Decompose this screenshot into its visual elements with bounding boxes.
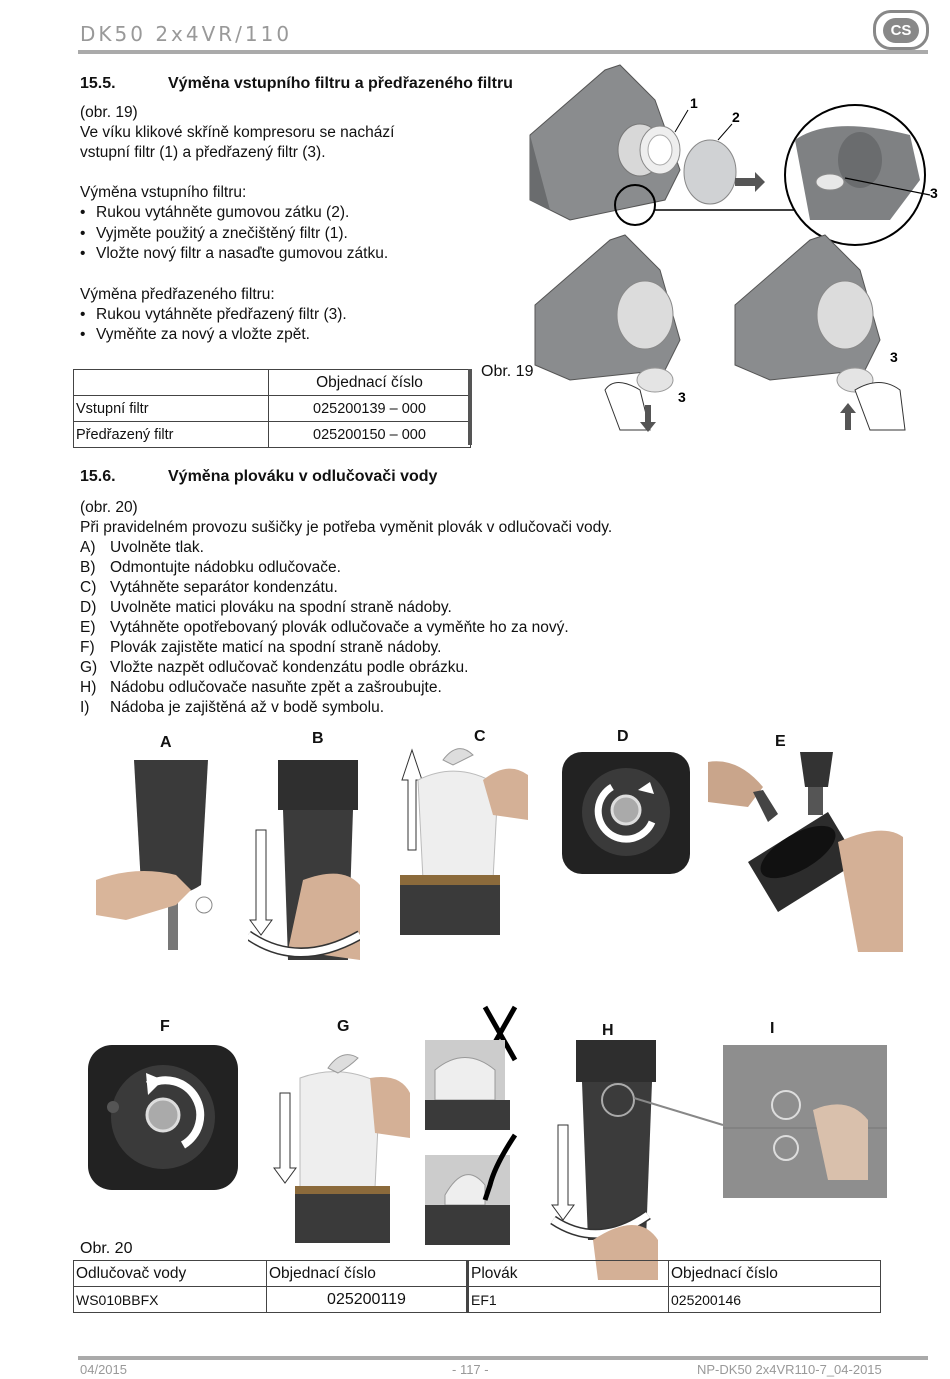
table-cell: 025200139 – 000: [269, 396, 471, 422]
step-key: F): [80, 639, 95, 656]
section-15-6-heading: [80, 468, 437, 486]
photo-label-g: G: [337, 1018, 350, 1035]
zoom-detail-illustration: [785, 105, 930, 245]
footer-document-id: NP-DK50 2x4VR110-7_04-2015: [697, 1362, 882, 1377]
float-parts-table: [73, 1260, 881, 1313]
step-key: I): [80, 699, 90, 716]
header-rule: [78, 50, 928, 54]
table-cell: [74, 370, 269, 396]
step-item: [80, 538, 880, 558]
photo-d-loosen-nut: [562, 752, 690, 874]
section-15-5-intro: [80, 103, 500, 346]
table-header-cell: Objednací číslo: [269, 370, 471, 396]
language-badge: [873, 10, 929, 50]
step-key: H): [80, 679, 97, 696]
compressor-cover-illustration: [735, 235, 905, 430]
section-number: 15.6.: [80, 468, 116, 485]
step-text: Nádobu odlučovače nasuňte zpět a zašroubujte.: [110, 679, 442, 696]
step-key: B): [80, 559, 96, 576]
figure-19-label: Obr. 19: [481, 363, 534, 380]
page-number: - 117 -: [452, 1362, 489, 1377]
step-key: D): [80, 599, 97, 616]
steps-list: [80, 538, 880, 718]
list-item: • Rukou vytáhněte předřazený filtr (3).: [80, 305, 500, 326]
table-header-row: [74, 370, 471, 396]
photo-a-release-pressure: [96, 755, 216, 955]
compressor-cover-illustration: [530, 65, 805, 225]
step-text: Uvolněte tlak.: [110, 539, 204, 556]
callout-1: 1: [690, 95, 698, 111]
photo-c-pull-separator: [398, 740, 528, 935]
photo-label-f: F: [160, 1018, 170, 1035]
table-cell: Předřazený filtr: [74, 422, 269, 448]
step-key: A): [80, 539, 96, 556]
figure-ref: (obr. 19): [80, 104, 138, 121]
step-text: Uvolněte matici plováku na spodní straně nádoby.: [110, 599, 452, 616]
step-item: [80, 678, 880, 698]
step-text: Nádoba je zajištěná až v bodě symbolu.: [110, 699, 384, 716]
step-item: [80, 638, 880, 658]
table-row: [74, 422, 471, 448]
filter-parts-table: [73, 369, 471, 448]
step-key: E): [80, 619, 96, 636]
photo-label-e: E: [775, 733, 786, 750]
photo-g-insert-separator: [270, 1048, 410, 1243]
callout-2: 2: [732, 109, 740, 125]
photo-b-remove-bowl: [248, 760, 360, 985]
table-header-cell: Plovák: [468, 1261, 669, 1287]
list-item: • Vložte nový filtr a nasaďte gumovou zátku.: [80, 244, 500, 265]
intro-line: vstupní filtr (1) a předřazený filtr (3).: [80, 144, 326, 161]
step-text: Vytáhněte opotřebovaný plovák odlučovače a vyměňte ho za nový.: [110, 619, 569, 636]
table-header-cell: Objednací číslo: [267, 1261, 468, 1287]
language-badge-label: CS: [883, 18, 920, 43]
table-cell: 025200119: [267, 1287, 468, 1313]
section-15-6-intro: [80, 498, 880, 538]
list-item: • Rukou vytáhněte gumovou zátku (2).: [80, 203, 500, 224]
table-shadow-edge: [468, 369, 472, 445]
photo-orientation-check: [420, 1005, 520, 1245]
photo-f-tighten-nut: [88, 1045, 238, 1190]
intro-line: Při pravidelném provozu sušičky je potřeba vyměnit plovák v odlučovači vody.: [80, 519, 613, 536]
footer-rule: [78, 1356, 928, 1360]
step-item: [80, 578, 880, 598]
list-item: • Vyjměte použitý a znečištěný filtr (1).: [80, 224, 500, 245]
photo-label-d: D: [617, 728, 629, 745]
table-header-cell: Odlučovač vody: [74, 1261, 267, 1287]
subsection-title: Výměna předřazeného filtru:: [80, 285, 275, 303]
step-text: Vložte nazpět odlučovač kondenzátu podle obrázku.: [110, 659, 469, 676]
photo-h-i-screw-bowl: [548, 1040, 888, 1280]
photo-label-c: C: [474, 728, 486, 745]
step-text: Plovák zajistěte maticí na spodní straně nádoby.: [110, 639, 442, 656]
section-15-5-heading: [80, 75, 513, 93]
table-cell: EF1: [468, 1287, 669, 1313]
photo-e-replace-float: [708, 752, 903, 952]
table-cell: 025200146: [669, 1287, 881, 1313]
table-row: [74, 396, 471, 422]
step-item: [80, 658, 880, 678]
step-text: Vytáhněte separátor kondenzátu.: [110, 579, 338, 596]
photo-label-b: B: [312, 730, 324, 747]
callout-3: 3: [930, 185, 938, 201]
figure-19-illustration: [510, 60, 940, 450]
table-header-row: [74, 1261, 881, 1287]
table-cell: Vstupní filtr: [74, 396, 269, 422]
bullet-list: [80, 203, 500, 265]
step-key: G): [80, 659, 98, 676]
figure-ref: (obr. 20): [80, 499, 138, 516]
step-key: C): [80, 579, 97, 596]
table-header-cell: Objednací číslo: [669, 1261, 881, 1287]
list-item: • Vyměňte za nový a vložte zpět.: [80, 325, 500, 346]
section-number: 15.5.: [80, 75, 116, 92]
compressor-cover-illustration: [535, 235, 680, 432]
figure-20-label: Obr. 20: [80, 1240, 133, 1257]
photo-label-h: H: [602, 1022, 614, 1039]
callout-3: 3: [890, 349, 898, 365]
step-item: [80, 598, 880, 618]
table-row: [74, 1287, 881, 1313]
table-cell: 025200150 – 000: [269, 422, 471, 448]
footer-date: 04/2015: [80, 1362, 127, 1377]
photo-label-i: I: [770, 1020, 775, 1037]
step-item: [80, 558, 880, 578]
subsection-title: Výměna vstupního filtru:: [80, 184, 247, 201]
section-title: Výměna plováku v odlučovači vody: [168, 468, 438, 485]
section-title: Výměna vstupního filtru a předřazeného filtru: [168, 75, 513, 92]
step-item: [80, 698, 880, 718]
intro-line: Ve víku klikové skříně kompresoru se nachází: [80, 124, 395, 141]
photo-label-a: A: [160, 734, 172, 751]
step-item: [80, 618, 880, 638]
table-cell: WS010BBFX: [74, 1287, 267, 1313]
step-text: Odmontujte nádobku odlučovače.: [110, 559, 341, 576]
callout-3: 3: [678, 389, 686, 405]
bullet-list: [80, 305, 500, 346]
document-title: DK50 2x4VR/110: [80, 22, 293, 46]
